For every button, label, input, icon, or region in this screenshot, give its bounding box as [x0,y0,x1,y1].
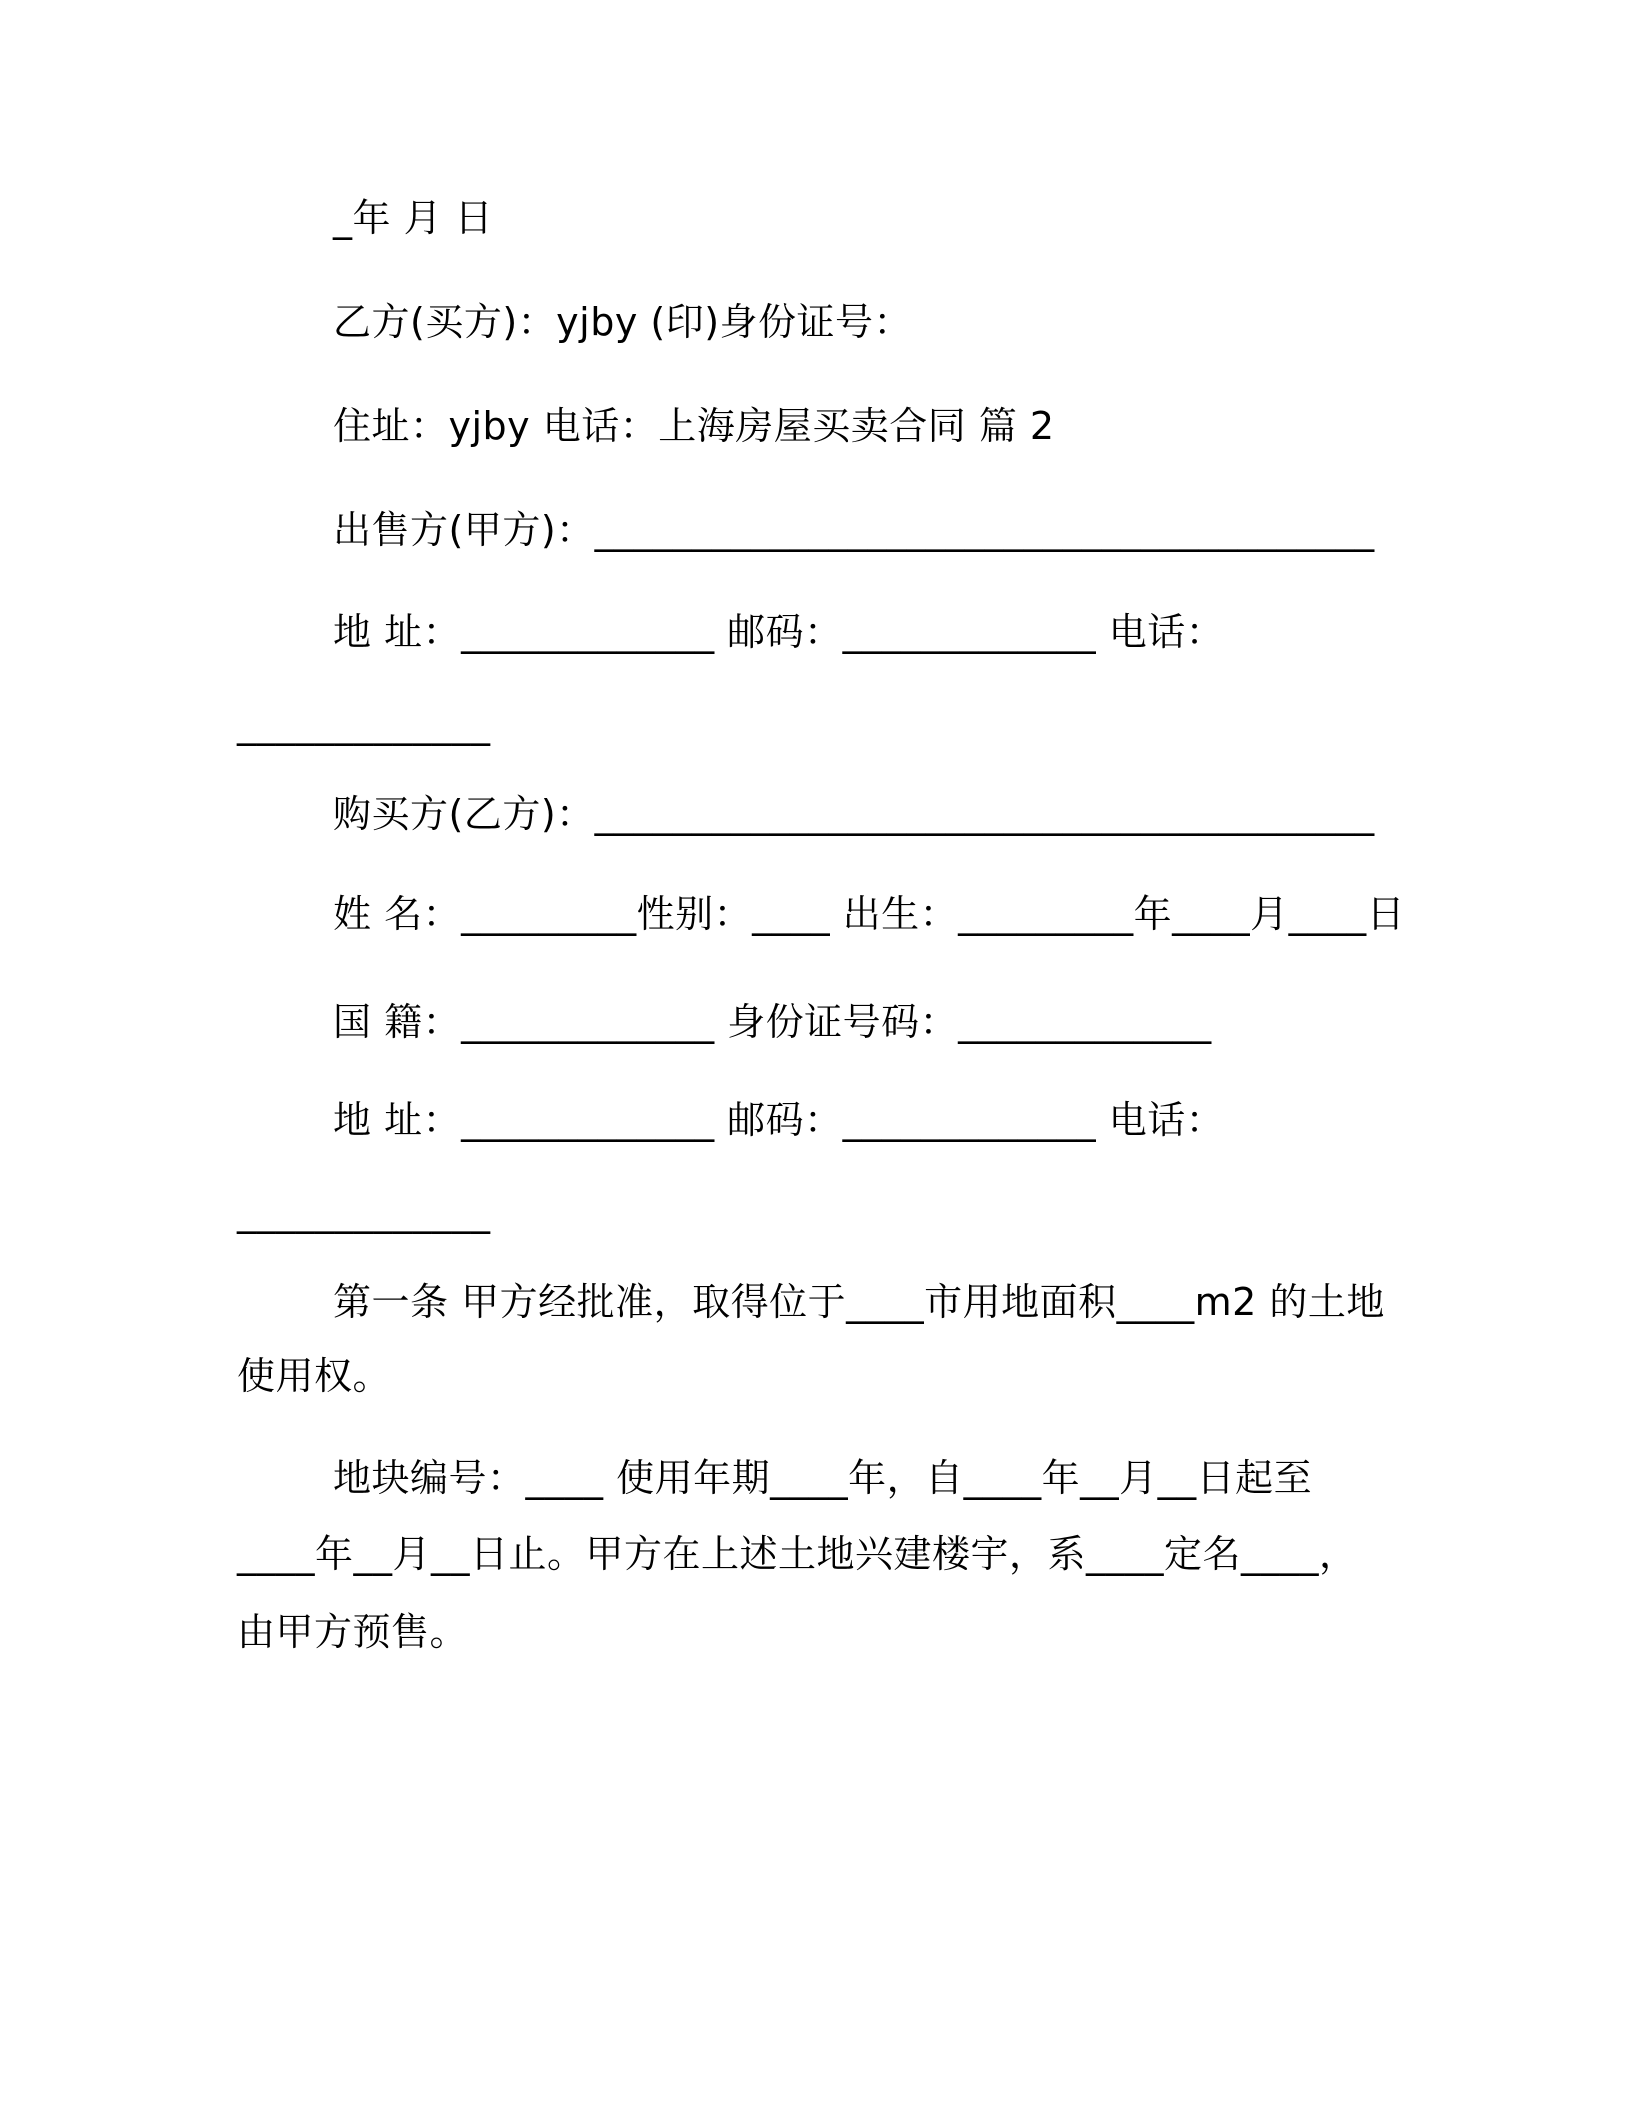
purchaser-phone-blank: _____________ [237,1190,491,1234]
purchaser-address-line: 地 址：_____________ 邮码：_____________ 电话： [333,1098,1225,1142]
date-line: _年 月 日 [333,196,494,240]
article-one-continued: 使用权。 [237,1354,392,1398]
nationality-id-line: 国 籍：_____________ 身份证号码：_____________ [333,1000,1212,1044]
seller-address-line: 地 址：_____________ 邮码：_____________ 电话： [333,610,1225,654]
buyer-line: 乙方(买方)：yjby (印)身份证号： [333,300,913,344]
seller-line: 出售方(甲方)：________________________________________ [333,508,1375,552]
article-one-line: 第一条 甲方经批准，取得位于____市用地面积____m2 的土地 [333,1280,1385,1324]
presale-line: 由甲方预售。 [237,1610,469,1654]
purchaser-line: 购买方(乙方)：________________________________________ [333,792,1375,836]
name-gender-birth-line: 姓 名：_________性别：____ 出生：_________年____月____日 [333,892,1406,936]
plot-number-line: 地块编号：____ 使用年期____年，自____年__月__日起至 [333,1456,1313,1500]
seller-phone-blank: _____________ [237,702,491,746]
plot-term-line: ____年__月__日止。甲方在上述土地兴建楼宇，系____定名____， [237,1532,1358,1576]
address-phone-title-line: 住址：yjby 电话：上海房屋买卖合同 篇 2 [333,404,1055,448]
